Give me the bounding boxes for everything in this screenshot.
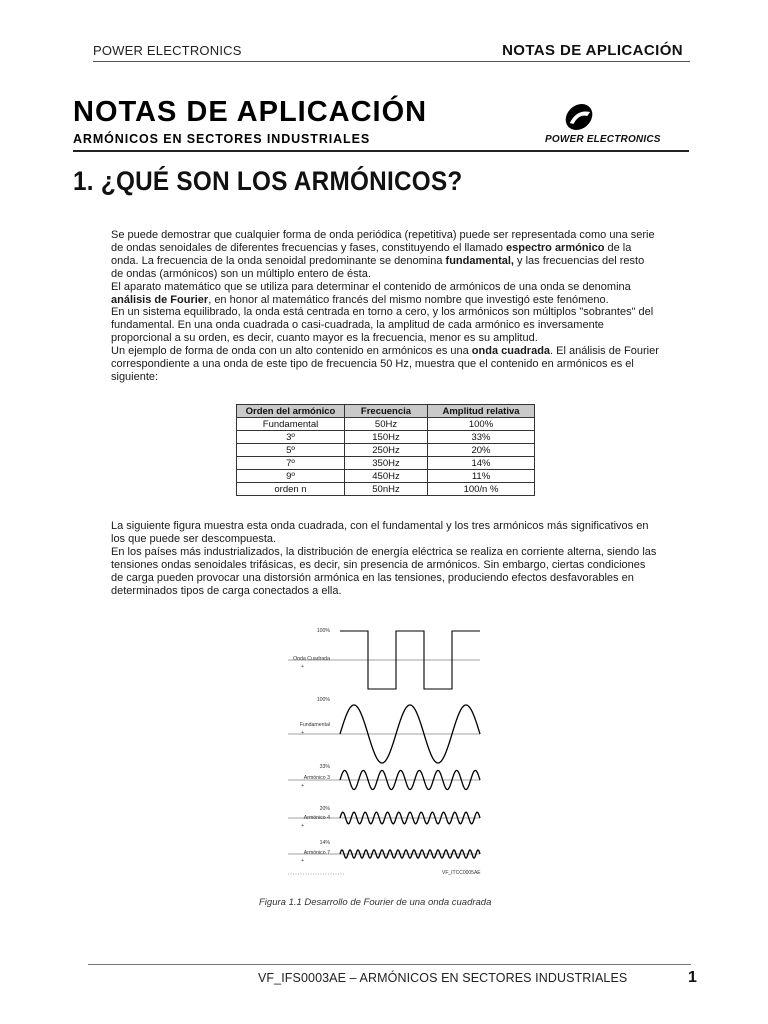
wave-name-label: Onda Cuadrada [293, 656, 330, 662]
table-cell: 3º [237, 431, 345, 444]
emphasis-text: análisis de Fourier [111, 293, 209, 306]
wave-plus-sign: + [301, 730, 305, 736]
wave-name-label: Armónico 3 [303, 775, 330, 781]
wave-name-label: Armónico 4 [303, 815, 330, 821]
column-header-order: Orden del armónico [237, 405, 345, 418]
emphasis-text: fundamental, [445, 254, 514, 267]
emphasis-text: onda cuadrada [471, 345, 551, 358]
wave-amplitude-label: 100% [316, 697, 330, 703]
table-cell: orden n [237, 483, 345, 496]
wave-name-label: Armónico 7 [303, 850, 330, 856]
table-cell: 350Hz [345, 457, 428, 470]
column-header-amplitude: Amplitud relativa [428, 405, 535, 418]
footer-divider [88, 964, 691, 965]
wave-amplitude-label: 14% [319, 840, 330, 846]
table-cell: 50nHz [345, 483, 428, 496]
text-run: de la onda. La frecuencia de la onda senoidal predominante se denomina [111, 241, 632, 267]
wave-amplitude-label: 33% [319, 764, 330, 770]
header-title: NOTAS DE APLICACIÓN [502, 42, 683, 59]
wave-plus-sign: + [301, 664, 305, 670]
table-cell: 5º [237, 444, 345, 457]
table-cell: 33% [428, 431, 535, 444]
table-cell: 100/n % [428, 483, 535, 496]
figure-code: VF_ITCC0005AE [442, 870, 481, 876]
column-header-frequency: Frecuencia [345, 405, 428, 418]
table-cell: 50Hz [345, 418, 428, 431]
wave-plus-sign: + [301, 858, 305, 864]
text-run: En los países más industrializados, la distribución de energía eléctrica se realiza en corriente alterna, siendo las tensiones ondas senoidales trifásicas, es decir, sin presencia de armónicos. Sin embargo, ciertas condiciones de carga pueden provocar una distorsión armónica en las tensiones, produciendo efectos desfavorables en determinados tipos de carga conectados a ella. [111, 545, 657, 597]
wave-amplitude-label: 20% [319, 806, 330, 812]
wave-plus-sign: + [301, 823, 305, 829]
table-row [237, 444, 535, 457]
table-cell: 450Hz [345, 470, 428, 483]
emphasis-text: espectro armónico [506, 241, 605, 254]
wave-name-label: Fundamental [299, 722, 330, 728]
logo-text: POWER ELECTRONICS [545, 134, 661, 145]
fourier-decomposition-figure [270, 622, 500, 884]
table-row [237, 431, 535, 444]
footer-document-id: VF_IFS0003AE – ARMÓNICOS EN SECTORES INDUSTRIALES [258, 971, 628, 985]
figure-intro-paragraph [111, 520, 659, 597]
intro-paragraph [111, 229, 659, 384]
table-row [237, 470, 535, 483]
table-cell: 9º [237, 470, 345, 483]
table-cell: 100% [428, 418, 535, 431]
text-run: y las frecuencias del resto de ondas (armónicos) son un múltiplo entero de ésta. [111, 254, 645, 280]
header-brand: POWER ELECTRONICS [93, 43, 242, 58]
table-cell: 20% [428, 444, 535, 457]
harmonics-table [236, 404, 535, 496]
text-run: El aparato matemático que se utiliza para determinar el contenido de armónicos de una onda se denomina [111, 280, 631, 293]
table-row [237, 418, 535, 431]
text-run: Se puede demostrar que cualquier forma de onda periódica (repetitiva) puede ser representada como una serie de ondas senoidales de diferentes frecuencias y fases, constituyendo el llamado [111, 229, 655, 254]
header-divider [93, 61, 690, 62]
text-run: La siguiente figura muestra esta onda cuadrada, con el fundamental y los tres armónicos más significativos en los que puede ser descompuesta. [111, 520, 649, 545]
table-row [237, 483, 535, 496]
figure-caption: Figura 1.1 Desarrollo de Fourier de una onda cuadrada [259, 897, 492, 908]
table-cell: 150Hz [345, 431, 428, 444]
banner-subtitle: ARMÓNICOS EN SECTORES INDUSTRIALES [73, 132, 371, 146]
table-cell: Fundamental [237, 418, 345, 431]
text-run: , en honor al matemático francés del mismo nombre que investigó este fenómeno. [208, 293, 609, 306]
table-cell: 11% [428, 470, 535, 483]
section-title: 1. ¿QUÉ SON LOS ARMÓNICOS? [73, 166, 463, 196]
table-cell: 7º [237, 457, 345, 470]
wave-amplitude-label: 100% [316, 628, 330, 634]
text-run: En un sistema equilibrado, la onda está centrada en torno a cero, y los armónicos son múltiplos "sobrantes" del fundamental. En una onda cuadrada o casi-cuadrada, la amplitud de cada armónico es inversamente proporcional a su orden, es decir, cuanto mayor es la frecuencia, menor es su amplitud. [111, 306, 654, 345]
banner-rule [73, 150, 689, 152]
table-cell: 14% [428, 457, 535, 470]
table-cell: 250Hz [345, 444, 428, 457]
text-run: . El análisis de Fourier correspondiente a una onda de este tipo de frecuencia 50 Hz, muestra que el contenido en armónicos es el siguiente: [111, 345, 659, 383]
banner-title: NOTAS DE APLICACIÓN [73, 96, 428, 128]
table-header-row [237, 405, 535, 418]
page-number: 1 [688, 969, 697, 986]
wave-plus-sign: + [301, 783, 305, 789]
text-run: Un ejemplo de forma de onda con un alto contenido en armónicos es una [111, 345, 472, 358]
table-row [237, 457, 535, 470]
